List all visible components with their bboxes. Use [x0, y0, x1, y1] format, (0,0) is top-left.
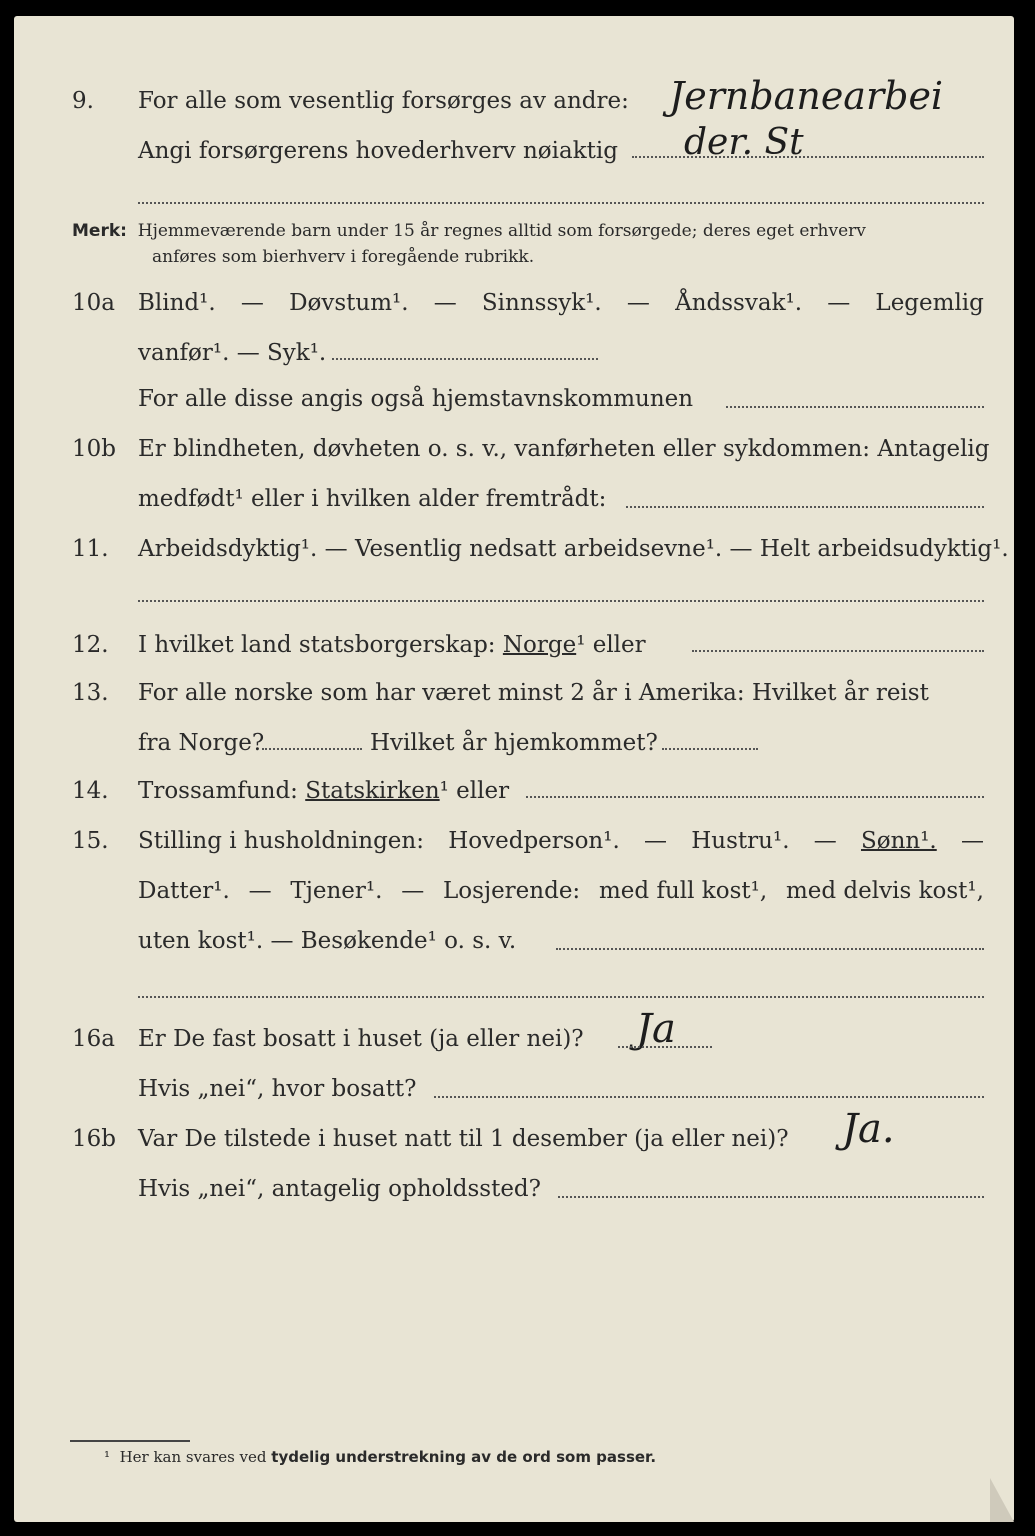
q16a-number: 16a — [72, 1026, 115, 1052]
q10a-options: Blind¹. — Døvstum¹. — Sinnssyk¹. — Åndssvak¹. — Legemlig — [138, 290, 984, 316]
q13-number: 13. — [72, 680, 109, 706]
q10a-line1 — [14, 286, 1014, 320]
q16a-answer-line — [618, 1046, 712, 1048]
q10b-line2 — [14, 482, 1014, 516]
q11-answer-line — [138, 600, 984, 602]
q15-line1 — [14, 824, 1014, 858]
q12-label: I hvilket land statsborgerskap: Norge¹ eller — [138, 632, 646, 658]
q13-label-1: For alle norske som har været minst 2 år i Amerika: Hvilket år reist — [138, 680, 929, 706]
q12-line1 — [14, 628, 1014, 662]
q11-label: Arbeidsdyktig¹. — Vesentlig nedsatt arbeidsevne¹. — Helt arbeidsudyktig¹. — [138, 536, 1009, 562]
q11-line1 — [14, 532, 1014, 566]
q10a-line2 — [14, 336, 1014, 370]
q10b-number: 10b — [72, 436, 116, 462]
q15-answer-line-2 — [138, 996, 984, 998]
q16a-label-2: Hvis „nei“, hvor bosatt? — [138, 1076, 417, 1102]
q13-answer-line-1 — [262, 748, 362, 750]
q9-number: 9. — [72, 88, 94, 114]
q13-line1 — [14, 676, 1014, 710]
q10a-number: 10a — [72, 290, 115, 316]
q16a-label-1: Er De fast bosatt i huset (ja eller nei)? — [138, 1026, 584, 1052]
q12-answer-line — [692, 650, 984, 652]
merk-text-1: Hjemmeværende barn under 15 år regnes alltid som forsørgede; deres eget erhverv — [137, 221, 866, 241]
q15-options-2: Datter¹. — Tjener¹. — Losjerende: med full kost¹, med delvis kost¹, — [138, 878, 984, 904]
q10a-line3 — [14, 382, 1014, 416]
q10b-label-1: Er blindheten, døvheten o. s. v., vanførheten eller sykdommen: Antagelig — [138, 436, 990, 462]
q14-answer-line — [526, 796, 984, 798]
q10a-answer-line — [332, 358, 598, 360]
q16b-label-1: Var De tilstede i huset natt til 1 desember (ja eller nei)? — [138, 1126, 789, 1152]
q10b-answer-line — [626, 506, 984, 508]
page-corner-fold — [990, 1478, 1014, 1522]
q16a-line1 — [14, 1022, 1014, 1056]
q13-answer-line-2 — [662, 748, 758, 750]
q15-number: 15. — [72, 828, 109, 854]
census-form-page — [14, 16, 1014, 1522]
q16b-answer-line — [558, 1196, 984, 1198]
q10b-line1 — [14, 432, 1014, 466]
q9-answer-line — [632, 156, 984, 158]
q15-answer-line — [556, 948, 984, 950]
q13-label-2a: fra Norge? — [138, 730, 265, 756]
q10a-label-2: vanfør¹. — Syk¹. — [138, 340, 327, 366]
q16a-line2 — [14, 1072, 1014, 1106]
q10a-answer-line-2 — [726, 406, 984, 408]
q14-label: Trossamfund: Statskirken¹ eller — [138, 778, 510, 804]
q14-line1 — [14, 774, 1014, 808]
merk-note — [72, 218, 1002, 270]
q15-options-1: Stilling i husholdningen: Hovedperson¹. — Hustru¹. — Sønn¹. — — [138, 824, 984, 858]
q16b-line2 — [14, 1172, 1014, 1206]
q15-label-3: uten kost¹. — Besøkende¹ o. s. v. — [138, 928, 517, 954]
merk-text-2: anføres som bierhverv i foregående rubrikk. — [152, 247, 535, 267]
q10a-label-3: For alle disse angis også hjemstavnskommunen — [138, 386, 694, 412]
q13-line2 — [14, 726, 1014, 760]
q12-selected-norge: Norge — [502, 632, 577, 658]
q9-handwritten-answer-1: Jernbanearbei — [669, 74, 944, 118]
q15-line2 — [14, 874, 1014, 908]
q15-selected-sonn: Sønn¹. — [860, 828, 937, 854]
q16b-label-2: Hvis „nei“, antagelig opholdssted? — [138, 1176, 541, 1202]
q10b-label-2: medfødt¹ eller i hvilken alder fremtrådt: — [138, 486, 607, 512]
q16a-handwritten-answer: Ja — [636, 1006, 676, 1052]
q13-label-2b: Hvilket år hjemkommet? — [370, 730, 658, 756]
q16a-answer-line-2 — [434, 1096, 984, 1098]
q9-label-2: Angi forsørgerens hovederhverv nøiaktig — [138, 138, 618, 164]
q14-selected-statskirken: Statskirken — [305, 778, 440, 804]
merk-label: Merk: — [72, 221, 127, 241]
q9-line2 — [14, 134, 1014, 168]
footnote: ¹ Her kan svares ved tydelig understrekning av de ord som passer. — [104, 1448, 657, 1466]
q9-answer-line-2 — [138, 202, 984, 204]
footnote-rule — [70, 1440, 190, 1442]
q12-number: 12. — [72, 632, 109, 658]
q16b-number: 16b — [72, 1126, 116, 1152]
q16b-handwritten-answer: Ja. — [842, 1106, 895, 1152]
q9-label-1: For alle som vesentlig forsørges av andre: — [138, 88, 629, 114]
q15-line3 — [14, 924, 1014, 958]
q11-number: 11. — [72, 536, 109, 562]
q9-handwritten-answer-2: der. St — [684, 122, 804, 163]
q14-number: 14. — [72, 778, 109, 804]
